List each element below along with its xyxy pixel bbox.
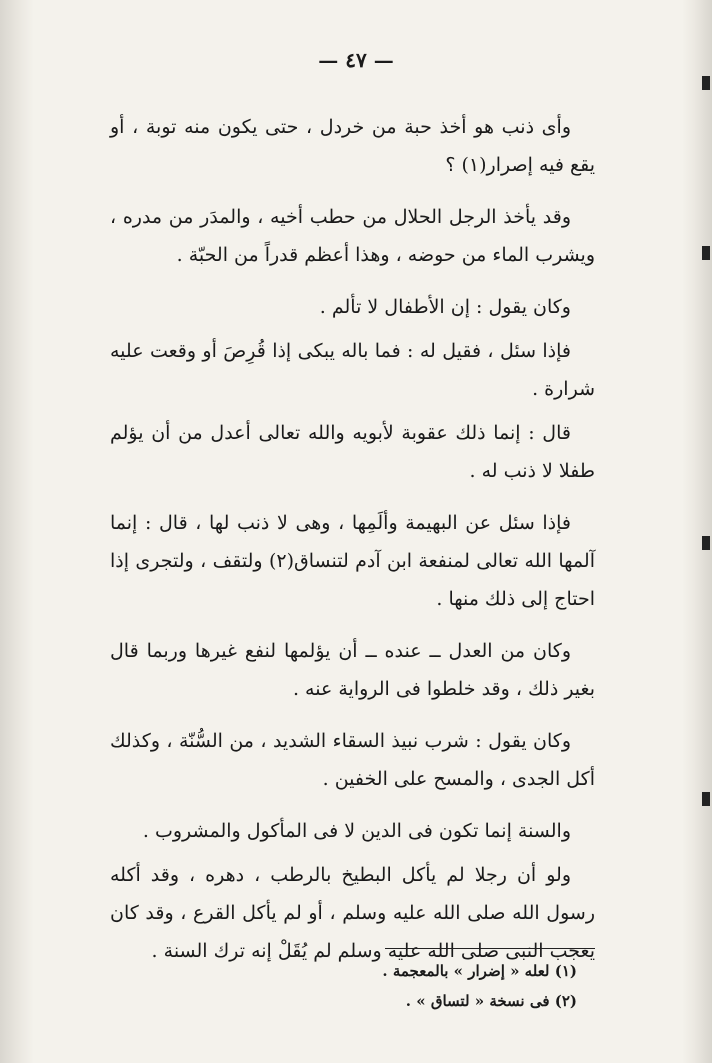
paragraph: وأى ذنب هو أخذ حبة من خردل ، حتى يكون منه توبة ، أو يقع فيه إصرار(١) ؟ [110,116,595,176]
page-body [110,108,595,984]
margin-mark [702,536,710,550]
paragraph: ولو أن رجلا لم يأكل البطيخ بالرطب ، دهره ، وقد أكله رسول الله صلى الله عليه وسلم ، أو لم يأكل القرع ، وقد كان يعجب النبى صلى الله عليه وسلم لم يُقَلْ إنه ترك السنة . [110,864,595,962]
margin-mark [702,792,710,806]
footnote: (١) لعله « إضرار » بالمعجمة . [382,962,577,980]
scan-edge-right [682,0,712,1063]
paragraph: وكان من العدل ــ عنده ــ أن يؤلمها لنفع غيرها وربما قال بغير ذلك ، وقد خلطوا فى الرواية عنه . [110,640,595,700]
paragraph: فإذا سئل ، فقيل له : فما باله يبكى إذا قُرِصَ أو وقعت عليه شرارة . [110,340,595,400]
paragraph: فإذا سئل عن البهيمة وألَمِها ، وهى لا ذنب لها ، قال : إنما آلمها الله تعالى لمنفعة ابن آدم لتنساق(٢) ولتقف ، ولتجرى إذا احتاج إلى ذلك منها . [110,512,595,610]
paragraph: وقد يأخذ الرجل الحلال من حطب أخيه ، والمدَر من مدره ، ويشرب الماء من حوضه ، وهذا أعظم قدراً من الحبّة . [110,206,595,266]
scan-edge-left [0,0,34,1063]
footnote-divider [385,948,595,949]
margin-mark [702,246,710,260]
footnote: (٢) فى نسخة « لتساق » . [405,992,577,1010]
footnotes [110,956,595,1016]
paragraph: وكان يقول : شرب نبيذ السقاء الشديد ، من السُّنّة ، وكذلك أكل الجدى ، والمسح على الخفين . [110,730,595,790]
paragraph: والسنة إنما تكون فى الدين لا فى المأكول والمشروب . [142,820,571,842]
paragraph: وكان يقول : إن الأطفال لا تألم . [319,296,571,318]
margin-mark [702,76,710,90]
page-number: — ٤٧ — [318,48,394,72]
paragraph: قال : إنما ذلك عقوبة لأبويه والله تعالى أعدل من أن يؤلم طفلا لا ذنب له . [110,422,595,482]
